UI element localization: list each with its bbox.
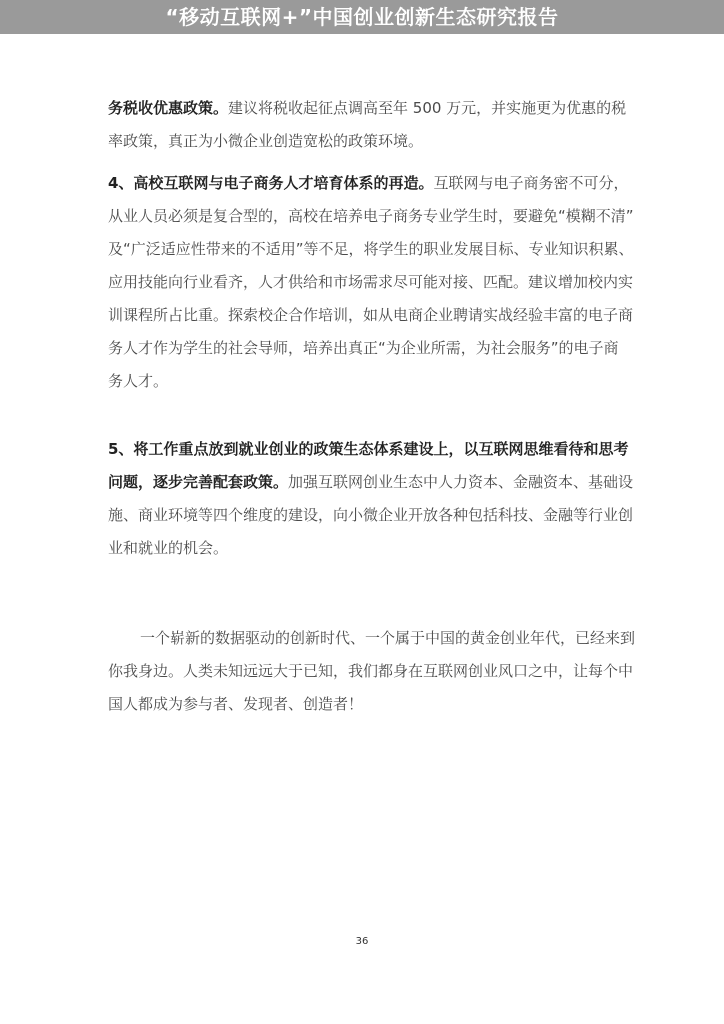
report-header xyxy=(0,0,724,34)
text-line: 4、高校互联网与电子商务人才培育体系的再造。互联网与电子商务密不可分， xyxy=(108,174,629,192)
text-line: 务人才作为学生的社会导师，培养出真正“为企业所需，为社会服务”的电子商 xyxy=(108,339,619,357)
text-line: 你我身边。人类未知远远大于已知，我们都身在互联网创业风口之中，让每个中 xyxy=(108,662,634,680)
page-number: 36 xyxy=(355,936,369,947)
text-line: 率政策，真正为小微企业创造宽松的政策环境。 xyxy=(108,132,424,150)
text-line: 国人都成为参与者、发现者、创造者！ xyxy=(108,695,364,713)
text-line: 从业人员必须是复合型的，高校在培养电子商务专业学生时，要避免“模糊不清” xyxy=(108,207,634,225)
text-line: 应用技能向行业看齐，人才供给和市场需求尽可能对接、匹配。建议增加校内实 xyxy=(108,273,634,291)
text-line: 训课程所占比重。探索校企合作培训，如从电商企业聘请实战经验丰富的电子商 xyxy=(108,306,634,324)
paragraph-tax-policy xyxy=(108,92,627,158)
text-line: 问题，逐步完善配套政策。加强互联网创业生态中人力资本、金融资本、基础设 xyxy=(108,473,634,491)
text-line: 务人才。 xyxy=(108,372,169,390)
text-line xyxy=(108,433,629,466)
text-line: 一个崭新的数据驱动的创新时代、一个属于中国的黄金创业年代，已经来到 xyxy=(140,629,636,647)
text-line: 及“广泛适应性带来的不适用”等不足，将学生的职业发展目标、专业知识积累、 xyxy=(108,240,634,258)
paragraph-ecommerce-talent xyxy=(108,167,634,398)
section-heading-4: 4、高校互联网与电子商务人才培育体系的再造。 xyxy=(108,174,434,192)
paragraph-conclusion xyxy=(108,622,636,721)
text-line: 业和就业的机会。 xyxy=(108,539,229,557)
section-heading-5: 5、将工作重点放到就业创业的政策生态体系建设上，以互联网思维看待和思考 xyxy=(108,440,629,458)
paragraph-policy-ecosystem xyxy=(108,433,634,565)
text-line: 务税收优惠政策。建议将税收起征点调高至年 500 万元，并实施更为优惠的税 xyxy=(108,99,627,117)
report-title: “移动互联网+”中国创业创新生态研究报告 xyxy=(165,5,559,29)
text-line: 施、商业环境等四个维度的建设，向小微企业开放各种包括科技、金融等行业创 xyxy=(108,506,634,524)
